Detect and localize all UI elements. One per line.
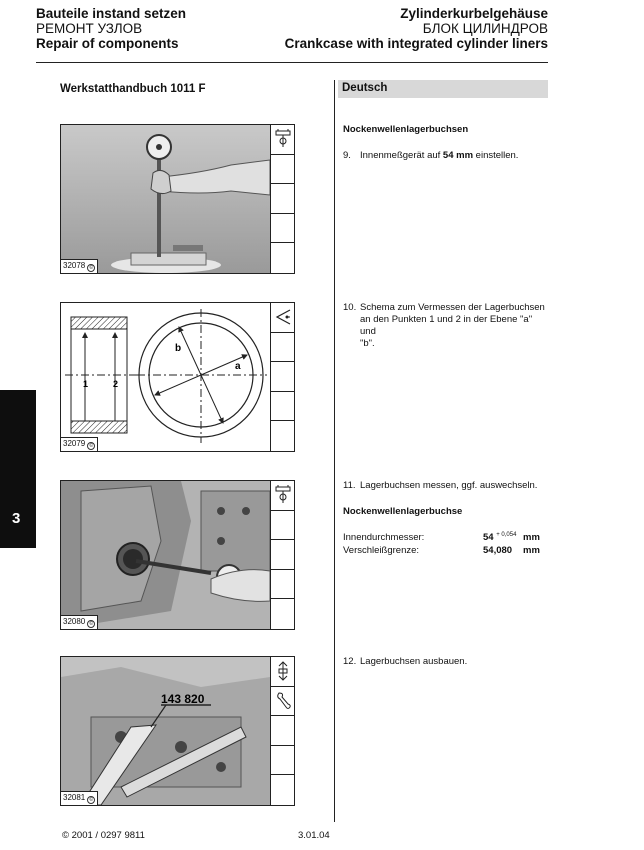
- icon-cell: [271, 511, 294, 541]
- icon-cell: [271, 481, 294, 511]
- icon-cell: [271, 303, 294, 333]
- icon-cell: [271, 125, 294, 155]
- icon-cell: [271, 155, 294, 185]
- part-number-label: 143 820: [161, 692, 205, 706]
- figure-icon-column: [270, 303, 294, 451]
- step-11: 11. Lagerbuchsen messen, ggf. auswechseln.: [343, 480, 538, 491]
- figure-photo-bore-gauge: [61, 125, 270, 273]
- figure-icon-column: [270, 657, 294, 805]
- header-right-en: Crankcase with integrated cylinder liners: [284, 36, 548, 51]
- figure-icon-column: [270, 481, 294, 629]
- section-heading-camshaft-bushings: Nockenwellenlagerbuchsen: [343, 124, 469, 135]
- figure-number: 32081 ©: [61, 791, 98, 805]
- language-label: Deutsch: [342, 82, 388, 94]
- chapter-tab: [0, 390, 36, 548]
- header-right-ru: БЛОК ЦИЛИНДРОВ: [422, 21, 548, 36]
- icon-cell: [271, 421, 294, 451]
- header-left: [36, 6, 186, 51]
- spec-label: Innendurchmesser:: [343, 532, 425, 543]
- gauge-icon: [274, 129, 292, 149]
- manual-title: Werkstatthandbuch 1011 F: [60, 83, 206, 95]
- gauge-icon: [274, 485, 292, 505]
- figure-photo-measure-bushing: [61, 481, 270, 629]
- diagram-label-2: 2: [113, 379, 119, 389]
- icon-cell: [271, 716, 294, 746]
- figure-number: 32078 ©: [61, 259, 98, 273]
- step-number: 12.: [343, 656, 357, 667]
- header-right: [285, 6, 548, 51]
- icon-cell: [271, 362, 294, 392]
- spec-label: Verschleißgrenze:: [343, 545, 420, 556]
- header-left-ru: РЕМОНТ УЗЛОВ: [36, 21, 143, 36]
- figure-32080: [60, 480, 295, 630]
- diagram-label-a: a: [235, 361, 241, 372]
- spec-unit: mm: [523, 532, 540, 543]
- measure-angle-icon: [274, 307, 292, 327]
- figure-icon-column: [270, 125, 294, 273]
- step-number: 10.: [343, 302, 357, 313]
- icon-cell: [271, 333, 294, 363]
- spec-value: 54 $^{+ 0,054}$: [483, 532, 517, 543]
- header-left-en: Repair of components: [36, 36, 179, 51]
- spec-unit: mm: [523, 545, 540, 556]
- figure-number: 32080 ©: [61, 615, 98, 629]
- language-bar: [338, 80, 548, 98]
- figure-32079: [60, 302, 295, 452]
- icon-cell: [271, 184, 294, 214]
- icon-cell: [271, 570, 294, 600]
- icon-cell: [271, 746, 294, 776]
- header-rule: [36, 62, 548, 63]
- step-9: 9. Innenmeßgerät auf 54 mm einstellen.: [343, 150, 519, 161]
- icon-cell: [271, 687, 294, 717]
- press-icon: [274, 661, 292, 681]
- figure-diagram-bushing: [61, 303, 270, 451]
- figure-32081: [60, 656, 295, 806]
- step-10: 10. Schema zum Vermessen der Lagerbuchsen an den Punkten 1 und 2 in der Ebene "a" und "b".: [343, 302, 545, 349]
- step-number: 9.: [343, 150, 351, 161]
- icon-cell: [271, 392, 294, 422]
- step-12: 12. Lagerbuchsen ausbauen.: [343, 656, 468, 667]
- footer-page-number: 3.01.04: [298, 830, 330, 841]
- section-heading-camshaft-bushing: Nockenwellenlagerbuchse: [343, 506, 463, 517]
- figure-number: 32079 ©: [61, 437, 98, 451]
- spec-value: 54,080: [483, 545, 513, 556]
- header-left-de: Bauteile instand setzen: [36, 6, 187, 21]
- icon-cell: [271, 243, 294, 273]
- header-right-de: Zylinderkurbelgehäuse: [400, 6, 548, 21]
- icon-cell: [271, 540, 294, 570]
- icon-cell: [271, 599, 294, 629]
- spec-inner-diameter: [343, 532, 548, 543]
- figure-32078: [60, 124, 295, 274]
- figure-photo-remove-bushing: [61, 657, 270, 805]
- spec-wear-limit: [343, 545, 548, 556]
- step-number: 11.: [343, 480, 356, 491]
- icon-cell: [271, 775, 294, 805]
- diagram-label-b: b: [175, 343, 182, 354]
- column-divider: [334, 80, 335, 822]
- icon-cell: [271, 214, 294, 244]
- icon-cell: [271, 657, 294, 687]
- chapter-number: 3: [12, 510, 21, 527]
- tool-icon: [274, 691, 292, 711]
- diagram-label-1: 1: [83, 379, 89, 389]
- footer-copyright: © 2001 / 0297 9811: [62, 830, 145, 841]
